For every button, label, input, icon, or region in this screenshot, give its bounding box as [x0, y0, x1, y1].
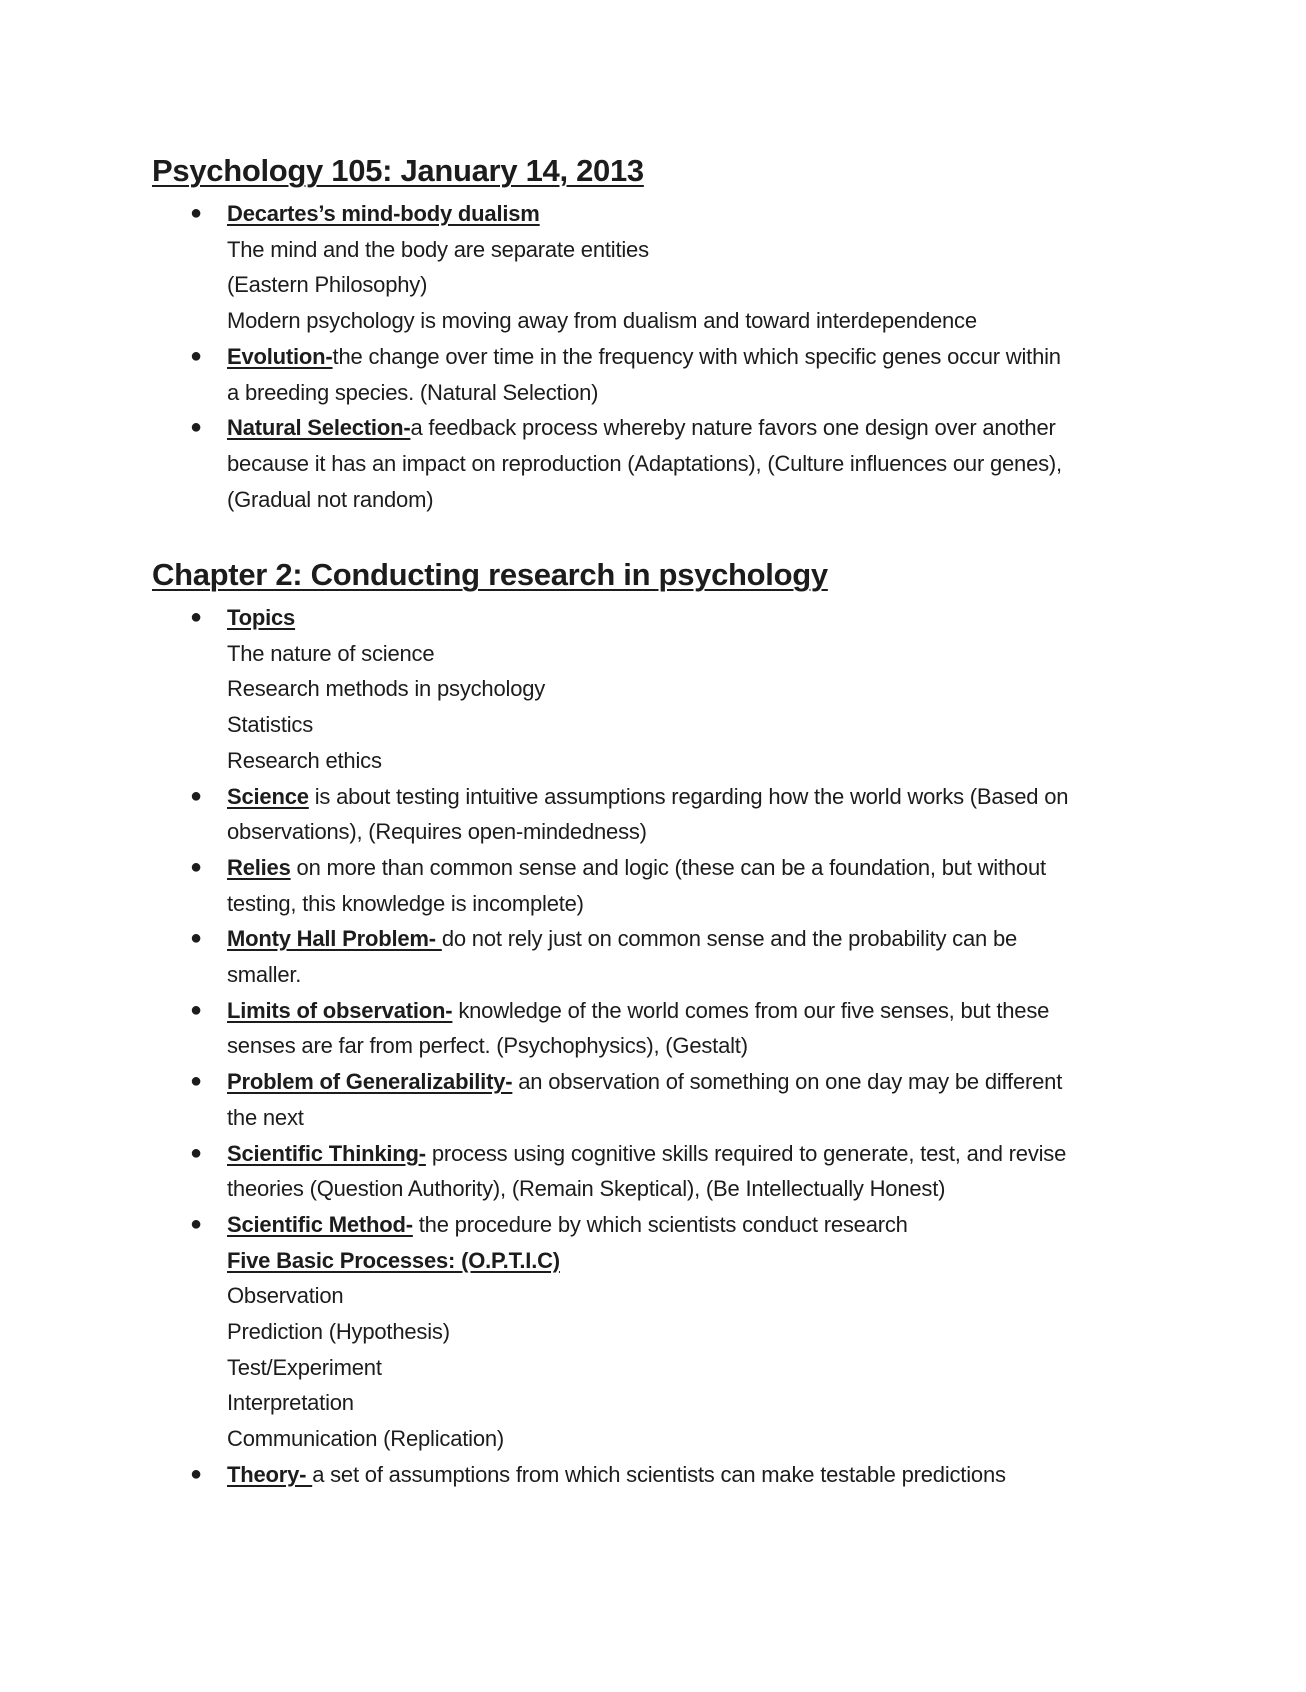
bullet-icon: ● — [190, 998, 202, 1021]
definition-text: the change over time in the frequency with which specific genes occur within — [332, 343, 1061, 369]
definition-text: a feedback process whereby nature favors one design over another — [410, 415, 1056, 441]
definition-text: on more than common sense and logic (these can be a foundation, but without — [290, 854, 1046, 880]
term: Natural Selection- — [227, 415, 411, 441]
item-first-line — [227, 850, 1147, 886]
item-line: Interpretation — [227, 1390, 354, 1416]
item-line: theories (Question Authority), (Remain Skeptical), (Be Intellectually Honest) — [227, 1176, 946, 1202]
item-line: a breeding species. (Natural Selection) — [227, 379, 599, 405]
item-line: The mind and the body are separate entities — [227, 236, 649, 262]
term: Scientific Thinking- — [227, 1140, 426, 1166]
item-line: Modern psychology is moving away from dualism and toward interdependence — [227, 308, 977, 334]
five-basic-processes-subheading: Five Basic Processes: (O.P.T.I.C) — [227, 1247, 560, 1273]
item-line: Statistics — [227, 712, 314, 738]
item-first-line — [227, 779, 1147, 815]
list-item-natural-selection — [190, 410, 1147, 517]
term: Scientific Method- — [227, 1211, 413, 1237]
section-2-bullet-list — [190, 600, 1147, 1493]
term: Decartes’s mind-body dualism — [227, 201, 540, 226]
bullet-icon: ● — [190, 1462, 202, 1485]
item-first-line — [227, 600, 1147, 636]
term: Topics — [227, 605, 296, 630]
definition-text: do not rely just on common sense and the probability can be — [441, 926, 1018, 952]
item-line: (Eastern Philosophy) — [227, 272, 428, 298]
item-first-line — [227, 993, 1147, 1029]
term: Limits of observation- — [227, 997, 453, 1023]
list-item-topics — [190, 600, 1147, 779]
section-heading-psychology-105: Psychology 105: January 14, 2013 — [152, 153, 644, 188]
list-item-theory — [190, 1457, 1147, 1493]
definition-text: a set of assumptions from which scientists can make testable predictions — [312, 1461, 1006, 1487]
item-first-line — [227, 196, 1147, 232]
item-line: testing, this knowledge is incomplete) — [227, 890, 584, 916]
term: Problem of Generalizability- — [227, 1069, 513, 1095]
list-item-relies — [190, 850, 1147, 921]
item-line: Research methods in psychology — [227, 676, 546, 702]
section-1-bullet-list — [190, 196, 1147, 517]
item-first-line — [227, 1457, 1147, 1493]
term: Monty Hall Problem- — [227, 926, 442, 952]
list-item-evolution — [190, 339, 1147, 410]
bullet-icon: ● — [190, 202, 202, 224]
term: Evolution- — [227, 343, 333, 369]
list-item-generalizability — [190, 1064, 1147, 1135]
item-line: the next — [227, 1104, 304, 1130]
item-first-line — [227, 1064, 1147, 1100]
item-line: because it has an impact on reproduction (Adaptations), (Culture influences our genes), — [227, 450, 1062, 476]
list-item-dualism — [190, 196, 1147, 339]
item-first-line — [227, 339, 1147, 375]
list-item-limits-of-observation — [190, 993, 1147, 1064]
list-item-scientific-thinking — [190, 1136, 1147, 1207]
definition-text: is about testing intuitive assumptions regarding how the world works (Based on — [308, 783, 1069, 809]
list-item-monty-hall — [190, 921, 1147, 992]
item-line: Test/Experiment — [227, 1354, 382, 1380]
item-line: senses are far from perfect. (Psychophysics), (Gestalt) — [227, 1033, 748, 1059]
definition-text: the procedure by which scientists conduct research — [412, 1211, 908, 1237]
bullet-icon: ● — [190, 606, 202, 628]
list-item-scientific-method — [190, 1207, 1147, 1457]
item-first-line — [227, 1207, 1147, 1243]
item-line: Communication (Replication) — [227, 1426, 505, 1452]
bullet-icon: ● — [190, 1141, 202, 1164]
item-line: Prediction (Hypothesis) — [227, 1319, 450, 1345]
term: Relies — [227, 854, 291, 880]
bullet-icon: ● — [190, 784, 202, 807]
bullet-icon: ● — [190, 1070, 202, 1093]
item-line: The nature of science — [227, 640, 435, 666]
bullet-icon: ● — [190, 855, 202, 878]
item-first-line — [227, 921, 1147, 957]
term: Science — [227, 783, 309, 809]
bullet-icon: ● — [190, 344, 202, 367]
item-line: (Gradual not random) — [227, 486, 434, 512]
section-heading-chapter-2: Chapter 2: Conducting research in psychology — [152, 557, 828, 592]
item-first-line — [227, 410, 1147, 446]
item-first-line — [227, 1136, 1147, 1172]
item-line: Observation — [227, 1283, 344, 1309]
item-line: observations), (Requires open-mindedness) — [227, 819, 647, 845]
bullet-icon: ● — [190, 416, 202, 439]
definition-text: knowledge of the world comes from our five senses, but these — [452, 997, 1050, 1023]
definition-text: an observation of something on one day may be different — [512, 1069, 1063, 1095]
bullet-icon: ● — [190, 1212, 202, 1235]
bullet-icon: ● — [190, 927, 202, 950]
item-line: smaller. — [227, 962, 302, 988]
list-item-science — [190, 779, 1147, 850]
definition-text: process using cognitive skills required to generate, test, and revise — [425, 1140, 1067, 1166]
term: Theory- — [227, 1461, 313, 1487]
item-line: Research ethics — [227, 747, 382, 773]
